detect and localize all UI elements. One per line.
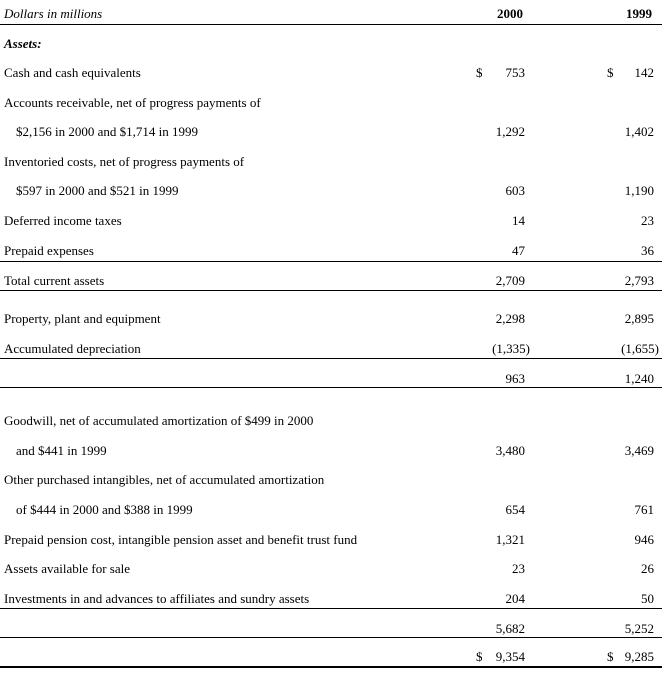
header-rule bbox=[0, 24, 662, 25]
value-2000: 3,480 bbox=[495, 443, 525, 458]
row-label: Assets available for sale bbox=[4, 561, 130, 576]
table-row bbox=[0, 211, 662, 231]
grand-total-double-rule bbox=[0, 666, 662, 668]
value-2000: 23 bbox=[512, 561, 525, 576]
table-row bbox=[0, 530, 662, 550]
total-rule bbox=[0, 387, 662, 388]
value-2000: 963 bbox=[505, 371, 525, 386]
value-1999: 1,402 bbox=[624, 124, 654, 139]
column-header-1999: 1999 bbox=[626, 6, 652, 21]
value-1999: 26 bbox=[641, 561, 654, 576]
dollar-sign: $ bbox=[476, 649, 483, 664]
value-1999: 9,285 bbox=[624, 649, 654, 664]
value-1999: 3,469 bbox=[624, 443, 654, 458]
row-label: Accounts receivable, net of progress payments of bbox=[4, 95, 261, 110]
table-row bbox=[0, 411, 662, 431]
row-label: Goodwill, net of accumulated amortization of $499 in 2000 bbox=[4, 413, 314, 428]
row-label: Accumulated depreciation bbox=[4, 341, 141, 356]
column-header-2000: 2000 bbox=[497, 6, 523, 21]
value-1999: 2,793 bbox=[624, 273, 654, 288]
row-label: Inventoried costs, net of progress payments of bbox=[4, 154, 245, 169]
value-1999: 36 bbox=[641, 243, 654, 258]
grand-total-row bbox=[0, 647, 662, 667]
table-row bbox=[0, 619, 662, 639]
table-row bbox=[0, 589, 662, 609]
table-row bbox=[0, 309, 662, 329]
value-1999: 761 bbox=[634, 502, 654, 517]
dollar-sign: $ bbox=[607, 65, 614, 80]
row-label: Total current assets bbox=[4, 273, 105, 288]
table-row bbox=[0, 500, 662, 520]
table-row bbox=[0, 181, 662, 201]
table-row bbox=[0, 369, 662, 389]
row-label: and $441 in 1999 bbox=[16, 443, 107, 458]
assets-heading: Assets: bbox=[4, 36, 42, 51]
value-1999: 5,252 bbox=[624, 621, 654, 636]
table-row bbox=[0, 93, 662, 113]
table-row bbox=[0, 152, 662, 172]
value-2000: 9,354 bbox=[495, 649, 525, 664]
value-2000: 1,321 bbox=[495, 532, 525, 547]
value-1999: 946 bbox=[634, 532, 654, 547]
subtotal-rule bbox=[0, 261, 662, 262]
value-2000: 5,682 bbox=[495, 621, 525, 636]
table-row bbox=[0, 470, 662, 490]
total-rule bbox=[0, 637, 662, 638]
total-rule bbox=[0, 290, 662, 291]
table-row bbox=[0, 441, 662, 461]
table-row bbox=[0, 122, 662, 142]
value-2000: 654 bbox=[505, 502, 525, 517]
row-label: $2,156 in 2000 and $1,714 in 1999 bbox=[16, 124, 198, 139]
table-row bbox=[0, 241, 662, 261]
value-2000: 14 bbox=[512, 213, 525, 228]
value-2000: 1,292 bbox=[495, 124, 525, 139]
subtotal-rule bbox=[0, 358, 662, 359]
value-1999: 1,190 bbox=[624, 183, 654, 198]
value-1999: (1,655) bbox=[621, 341, 659, 356]
value-2000: (1,335) bbox=[492, 341, 530, 356]
dollar-sign: $ bbox=[607, 649, 614, 664]
row-label: Prepaid expenses bbox=[4, 243, 94, 258]
table-row bbox=[0, 63, 662, 83]
assets-heading-row bbox=[0, 34, 662, 54]
table-row bbox=[0, 271, 662, 291]
row-label: Investments in and advances to affiliates and sundry assets bbox=[4, 591, 310, 606]
value-1999: 2,895 bbox=[624, 311, 654, 326]
row-label: Property, plant and equipment bbox=[4, 311, 161, 326]
value-1999: 1,240 bbox=[624, 371, 654, 386]
row-label: Cash and cash equivalents bbox=[4, 65, 141, 80]
value-2000: 2,298 bbox=[495, 311, 525, 326]
value-1999: 142 bbox=[634, 65, 654, 80]
row-label: of $444 in 2000 and $388 in 1999 bbox=[16, 502, 193, 517]
table-row bbox=[0, 559, 662, 579]
subtotal-rule bbox=[0, 608, 662, 609]
row-label: Prepaid pension cost, intangible pension asset and benefit trust fund bbox=[4, 532, 358, 547]
units-label: Dollars in millions bbox=[4, 6, 103, 21]
value-1999: 50 bbox=[641, 591, 654, 606]
value-2000: 2,709 bbox=[495, 273, 525, 288]
table-row bbox=[0, 339, 662, 359]
row-label: Deferred income taxes bbox=[4, 213, 122, 228]
row-label: Other purchased intangibles, net of accumulated amortization bbox=[4, 472, 325, 487]
row-label: $597 in 2000 and $521 in 1999 bbox=[16, 183, 179, 198]
value-2000: 204 bbox=[505, 591, 525, 606]
value-1999: 23 bbox=[641, 213, 654, 228]
dollar-sign: $ bbox=[476, 65, 483, 80]
value-2000: 753 bbox=[505, 65, 525, 80]
table-header bbox=[0, 4, 662, 24]
value-2000: 47 bbox=[512, 243, 525, 258]
value-2000: 603 bbox=[505, 183, 525, 198]
